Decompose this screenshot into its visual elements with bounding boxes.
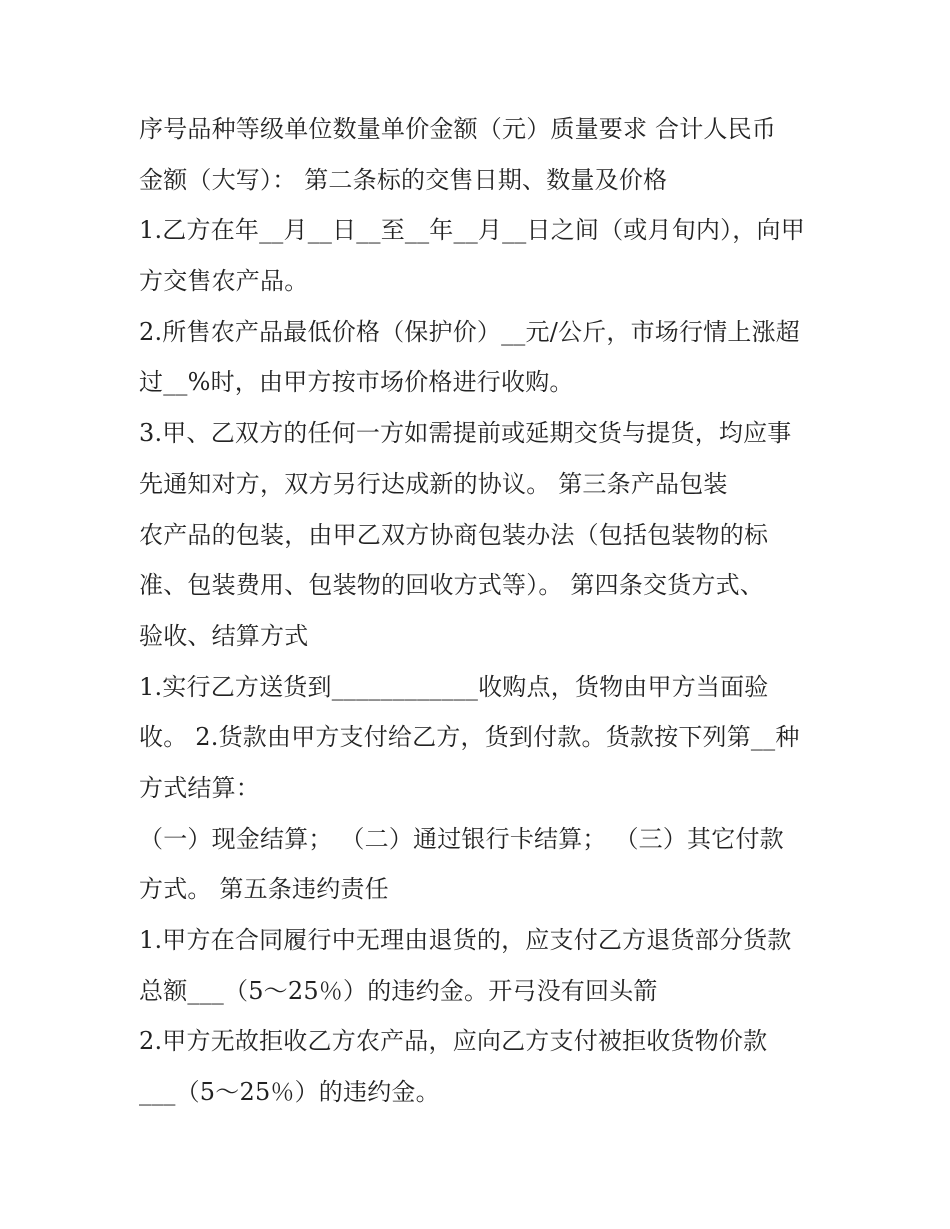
text-line: 1.实行乙方送货到____________收购点，货物由甲方当面验 xyxy=(139,672,769,701)
text-line: 过__%时，由甲方按市场价格进行收购。 xyxy=(139,368,574,397)
text-line: 2.所售农产品最低价格（保护价）__元/公斤，市场行情上涨超 xyxy=(139,317,800,346)
text-line: 收。 2.货款由甲方支付给乙方，货到付款。货款按下列第__种 xyxy=(139,723,800,752)
text-line: 1.甲方在合同履行中无理由退货的，应支付乙方退货部分货款 xyxy=(139,926,792,954)
text-line: 方交售农产品。 xyxy=(139,267,309,296)
text-line: 方式。 第五条违约责任 xyxy=(139,875,389,904)
document-body xyxy=(139,104,829,1118)
text-line: 3.甲、乙双方的任何一方如需提前或延期交货与提货，均应事 xyxy=(139,419,792,448)
text-line: 先通知对方，双方另行达成新的协议。 第三条产品包装 xyxy=(139,469,728,498)
text-line: 序号品种等级单位数量单价金额（元）质量要求 合计人民币 xyxy=(139,115,777,143)
text-line: 方式结算： xyxy=(139,773,260,802)
text-line: 农产品的包装，由甲乙双方协商包装办法（包括包装物的标 xyxy=(139,520,769,549)
text-line: 金额（大写）： 第二条标的交售日期、数量及价格 xyxy=(139,165,668,194)
text-line: 2.甲方无故拒收乙方农产品，应向乙方支付被拒收货物价款 xyxy=(139,1027,768,1056)
text-line: 验收、结算方式 xyxy=(139,621,309,650)
text-line: 准、包装费用、包装物的回收方式等）。 第四条交货方式、 xyxy=(139,571,765,600)
text-line: 1.乙方在年__月__日__至__年__月__日之间（或月旬内），向甲 xyxy=(139,216,805,245)
text-line: （一）现金结算； （二）通过银行卡结算； （三）其它付款 xyxy=(139,824,784,853)
text-line: 总额___（5～25％）的违约金。开弓没有回头箭 xyxy=(139,976,658,1005)
text-line: ___（5～25％）的违约金。 xyxy=(139,1078,440,1107)
